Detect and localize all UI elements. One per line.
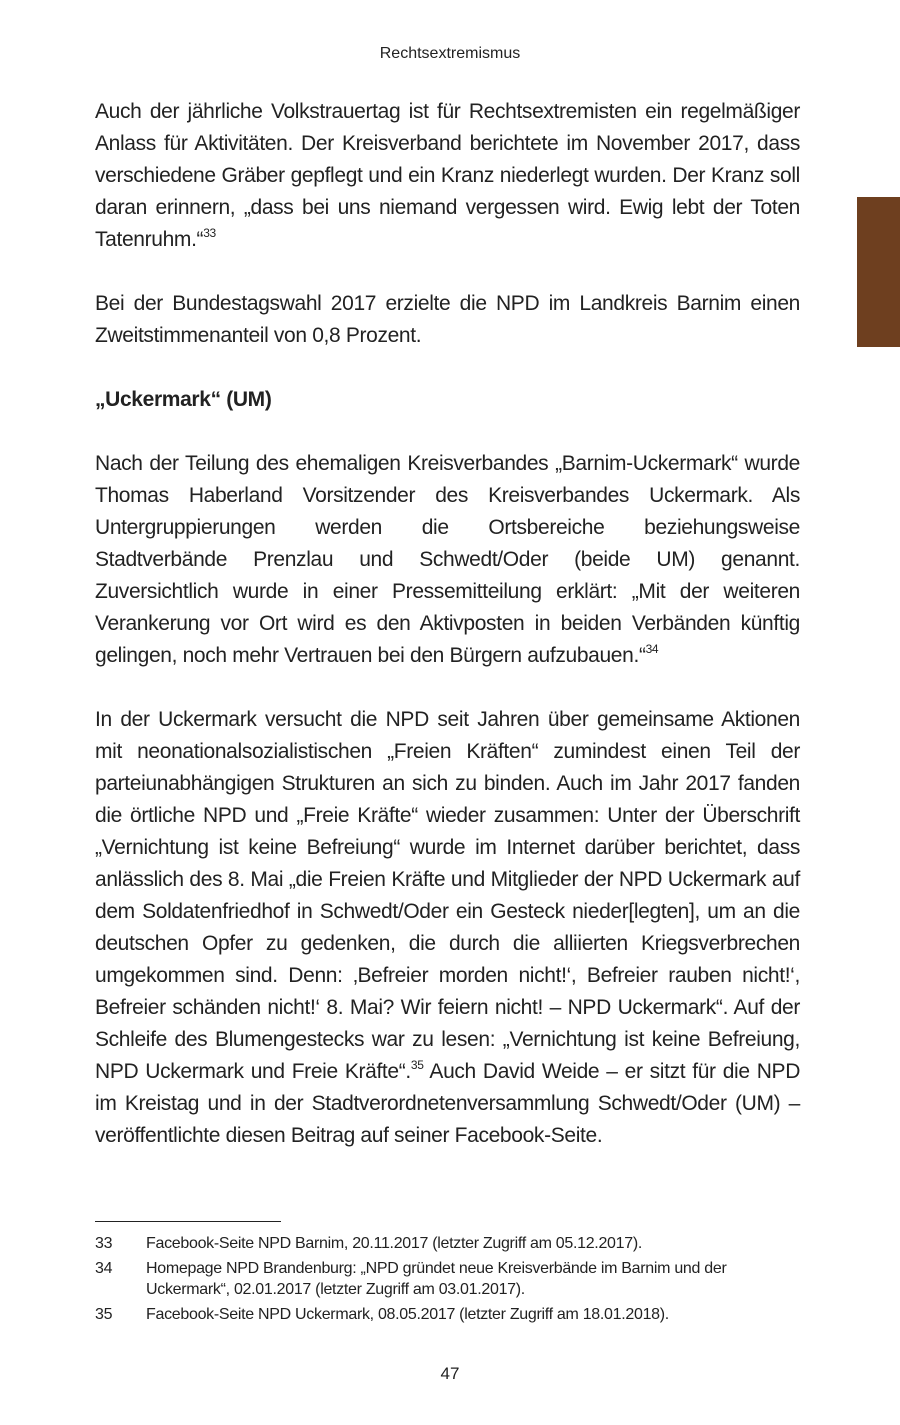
paragraph-text: Nach der Teilung des ehemaligen Kreisverbandes „Barnim-Uckermark“ wurde Thomas Haberland Vorsitzender des Kreisverbandes Uckermark. Als Untergruppierungen werden die Ortsbereiche beziehungsweise Stadtverbände Prenzlau und Schwedt/Oder (beide UM) genannt. Zuversichtlich wurde in einer Pressemitteilung erklärt: „Mit der weiteren Verankerung vor Ort wird es den Aktivposten in beiden Verbänden künftig gelingen, noch mehr Vertrauen bei den Bürgern aufzubauen.“: [95, 452, 800, 667]
paragraph-text-continued: Auch David Weide – er sitzt für die NPD im Kreistag und in der Stadtverordnetenversammlung Schwedt/Oder (UM) – veröffentlichte diesen Beitrag auf seiner Facebook-Seite.: [95, 1060, 801, 1147]
footnotes: [95, 1233, 805, 1329]
page-number: 47: [440, 1364, 460, 1383]
paragraph-text: Bei der Bundestagswahl 2017 erzielte die NPD im Landkreis Barnim einen Zweitstimmenanteil von 0,8 Prozent.: [95, 292, 800, 347]
paragraph-text: In der Uckermark versucht die NPD seit Jahren über gemeinsame Aktionen mit neonationalsozialistischen „Freien Kräften“ zumindest einen Teil der parteiunabhängigen Strukturen an sich zu binden. Auch im Jahr 2017 fanden die örtliche NPD und „Freie Kräfte“ wieder zusammen: Unter der Überschrift „Vernichtung ist keine Befreiung“ wurde im Internet darüber berichtet, dass anlässlich des 8. Mai „die Freien Kräfte und Mitglieder der NPD Uckermark auf dem Soldatenfriedhof in Schwedt/Oder ein Gesteck nieder[legten], um an die deutschen Opfer zu gedenken, die durch die alliierten Kriegsverbrechen umgekommen sind. Denn: ‚Befreier morden nicht!‘, Befreier rauben nicht!‘, Befreier schänden nicht!‘ 8. Mai? Wir feiern nicht! – NPD Uckermark“. Auf der Schleife des Blumengestecks war zu lesen: „Vernichtung ist keine Befreiung, NPD Uckermark und Freie Kräfte“.: [95, 708, 800, 1083]
footnote-ref-35: 35: [410, 1058, 424, 1072]
paragraph-kreisverband-teilung: [95, 448, 800, 672]
footnote-item: [95, 1258, 805, 1300]
footnote-number: 33: [95, 1235, 113, 1252]
footnote-text: Facebook-Seite NPD Uckermark, 08.05.2017 (letzter Zugriff am 18.01.2018).: [146, 1306, 669, 1323]
footnote-number: 35: [95, 1306, 113, 1323]
footnote-separator: [95, 1221, 281, 1222]
paragraph-text: Auch der jährliche Volkstrauertag ist für Rechtsextremisten ein regelmäßiger Anlass für Aktivitäten. Der Kreisverband berichtete im November 2017, dass verschiedene Gräber gepflegt und ein Kranz niederlegt wurden. Der Kranz soll daran erinnern, „dass bei uns niemand vergessen wird. Ewig lebt der Toten Tatenruhm.“: [95, 100, 800, 251]
paragraph-freie-kraefte: [95, 704, 800, 1152]
footnote-text: Homepage NPD Brandenburg: „NPD gründet neue Kreisverbände im Barnim und der Uckermark“, 02.01.2017 (letzter Zugriff am 03.01.2017).: [146, 1260, 727, 1298]
chapter-tab-marker: [857, 197, 900, 347]
footnote-item: [95, 1304, 805, 1325]
section-heading-uckermark: „Uckermark“ (UM): [95, 388, 272, 411]
running-header: Rechtsextremismus: [379, 45, 521, 62]
main-text: [95, 96, 800, 1152]
footnote-number: 34: [95, 1260, 113, 1277]
footnote-item: [95, 1233, 805, 1254]
paragraph-bundestagswahl: [95, 288, 800, 352]
footnote-ref-34: 34: [645, 642, 659, 656]
footnote-text: Facebook-Seite NPD Barnim, 20.11.2017 (letzter Zugriff am 05.12.2017).: [146, 1235, 643, 1252]
paragraph-volkstrauertag: [95, 96, 800, 256]
footnote-ref-33: 33: [203, 226, 216, 240]
